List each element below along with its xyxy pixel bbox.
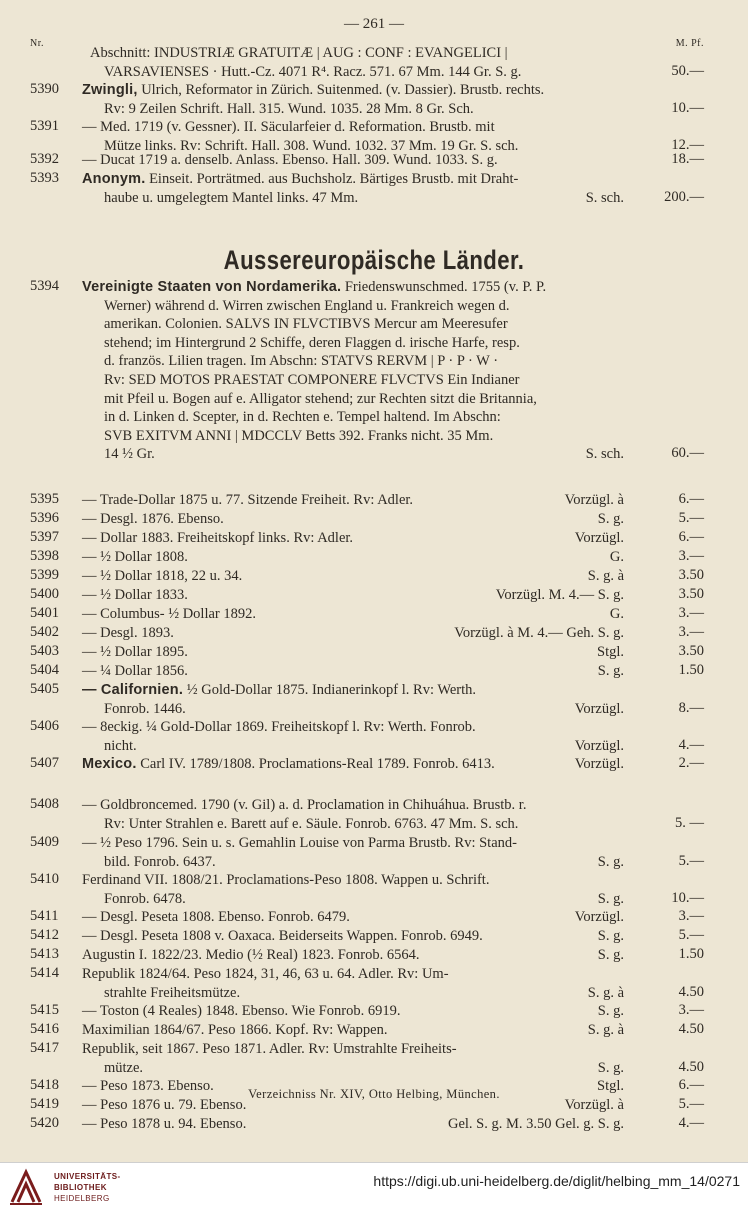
- price: 1.50: [678, 946, 704, 962]
- price: 1.50: [678, 662, 704, 678]
- entry-text-line: [82, 718, 476, 736]
- lot-number: 5405: [30, 681, 59, 697]
- price: 4.—: [678, 736, 704, 753]
- entry-text: — Desgl. Peseta 1808. Ebenso. Fonrob. 6479.: [82, 909, 350, 925]
- lot-number: 5411: [30, 908, 59, 924]
- entry-text: — ½ Dollar 1833.: [82, 587, 188, 603]
- condition-grade: Vorzügl.: [574, 756, 624, 772]
- lot-number: 5413: [30, 946, 59, 962]
- entry-text-line: [104, 334, 520, 352]
- entry-text: — Peso 1878 u. 94. Ebenso.: [82, 1116, 247, 1132]
- entry-text-line: [82, 491, 413, 509]
- entry-text: Rv: 9 Zeilen Schrift. Hall. 315. Wund. 1035. 28 Mm. 8 Gr. Sch.: [104, 100, 474, 117]
- condition-grade: Vorzügl. à: [564, 1097, 624, 1113]
- price: 200.—: [664, 188, 704, 205]
- entry-text-line: [104, 315, 508, 333]
- entry-text-line: [104, 984, 240, 1002]
- entry-text: Mütze links. Rv: Schrift. Hall. 308. Wund. 1032. 37 Mm. 19 Gr. S. sch.: [104, 137, 519, 154]
- condition-grade: S. g. à: [587, 984, 624, 1001]
- entry-text-line: [104, 408, 501, 426]
- entry-text: Republik 1824/64. Peso 1824, 31, 46, 63 u. 64. Adler. Rv: Um-: [82, 966, 449, 982]
- logo-line-2: BIBLIOTHEK: [54, 1183, 107, 1192]
- entry-text: — Desgl. Peseta 1808 v. Oaxaca. Beiderseits Wappen. Fonrob. 6949.: [82, 928, 483, 944]
- entry-text: mütze.: [104, 1059, 144, 1076]
- entry-text: Carl IV. 1789/1808. Proclamations-Real 1789. Fonrob. 6413.: [136, 756, 495, 772]
- lot-number: 5399: [30, 567, 59, 583]
- condition-grade: Stgl.: [597, 1078, 624, 1094]
- entry-text: — Ducat 1719 a. denselb. Anlass. Ebenso. Hall. 309. Wund. 1033. S. g.: [82, 152, 498, 168]
- lot-number: 5400: [30, 586, 59, 602]
- entry-text: — Goldbroncemed. 1790 (v. Gil) a. d. Proclamation in Chihuáhua. Brustb. r.: [82, 797, 527, 813]
- entry-text: — Desgl. 1893.: [82, 625, 174, 641]
- entry-text: bild. Fonrob. 6437.: [104, 853, 216, 870]
- entry-text-line: [104, 815, 518, 833]
- entry-text-line: [82, 796, 526, 814]
- entry-heading: Mexico.: [82, 756, 137, 772]
- entry-text-line: [82, 1040, 457, 1058]
- entry-text-line: [82, 1002, 400, 1020]
- entry-text: — Columbus- ½ Dollar 1892.: [82, 606, 256, 622]
- entry-text-line: [82, 681, 476, 699]
- entry-text: stehend; im Hintergrund 2 Schiffe, deren Flaggen d. irische Harfe, resp.: [104, 334, 520, 351]
- condition-grade: S. g. à: [587, 1022, 624, 1038]
- lot-number: 5415: [30, 1002, 59, 1018]
- entry-heading: Vereinigte Staaten von Nordamerika.: [82, 279, 342, 295]
- entry-text-line: [82, 927, 483, 945]
- entry-text-line: [82, 965, 449, 983]
- condition-grade: S. g.: [597, 511, 624, 527]
- entry-text: — Trade-Dollar 1875 u. 77. Sitzende Freiheit. Rv: Adler.: [82, 492, 414, 508]
- price: 5.—: [678, 927, 704, 943]
- entry-text-line: [104, 445, 155, 463]
- entry-text: — ½ Dollar 1895.: [82, 644, 188, 660]
- price: 18.—: [671, 151, 704, 167]
- entry-text-line: [82, 755, 495, 773]
- entry-text-line: [82, 529, 353, 547]
- lot-number: 5404: [30, 662, 59, 678]
- entry-text: mit Pfeil u. Bogen auf e. Alligator stehend; zur Rechten sitzt die Britannia,: [104, 390, 537, 407]
- entry-text-line: [104, 390, 537, 408]
- price: 3.50: [678, 643, 704, 659]
- entry-text: Republik, seit 1867. Peso 1871. Adler. Rv: Umstrahlte Freiheits-: [82, 1041, 457, 1057]
- entry-text: Rv: SED MOTOS PRAESTAT COMPONERE FLVCTVS Ein Indianer: [104, 372, 520, 388]
- entry-text-line: [82, 586, 188, 604]
- entry-text: — Desgl. 1876. Ebenso.: [82, 511, 224, 527]
- entry-heading: — Californien.: [82, 682, 184, 698]
- lot-number: 5403: [30, 643, 59, 659]
- entry-text-line: [82, 624, 174, 642]
- entry-text-line: [104, 297, 509, 315]
- lot-number: 5393: [30, 170, 59, 186]
- entry-text-line: [82, 946, 420, 964]
- lot-number: 5396: [30, 510, 59, 526]
- entry-text-line: [82, 908, 350, 926]
- lot-number: 5402: [30, 624, 59, 640]
- price: 4.50: [678, 983, 704, 1000]
- condition-grade: S. g. à: [587, 568, 624, 584]
- entry-text: Werner) während d. Wirren zwischen England u. Frankreich wegen d.: [104, 297, 510, 314]
- price: 3.—: [678, 605, 704, 621]
- lot-number: 5417: [30, 1040, 59, 1056]
- university-library-logo[interactable]: [8, 1168, 158, 1208]
- price: 10.—: [671, 99, 704, 116]
- condition-grade: Vorzügl.: [574, 530, 624, 546]
- entry-text-line: [82, 81, 544, 99]
- entry-text-line: [90, 44, 508, 62]
- lot-number: 5392: [30, 151, 59, 167]
- entry-text-line: [82, 548, 188, 566]
- entry-text: — Peso 1876 u. 79. Ebenso.: [82, 1097, 247, 1113]
- entry-text-line: [82, 871, 489, 889]
- entry-text-line: [82, 1021, 387, 1039]
- page-url-link[interactable]: https://digi.ub.uni-heidelberg.de/diglit/helbing_mm_14/0271: [373, 1173, 740, 1189]
- price: 4.—: [678, 1115, 704, 1131]
- price: 4.50: [678, 1021, 704, 1037]
- condition-grade: Gel. S. g. M. 3.50 Gel. g. S. g.: [447, 1116, 624, 1132]
- lot-number: 5418: [30, 1077, 59, 1093]
- entry-text-line: [104, 427, 493, 445]
- lot-number: 5412: [30, 927, 59, 943]
- entry-text-line: [82, 118, 495, 136]
- condition-grade: Vorzügl.: [574, 909, 624, 925]
- entry-text: Ulrich, Reformator in Zürich. Suitenmed. (v. Dassier). Brustb. rechts.: [137, 82, 545, 98]
- entry-text-line: [82, 567, 242, 585]
- entry-text: VARSAVIENSES · Hutt.-Cz. 4071 R⁴. Racz. 571. 67 Mm. 144 Gr. S. g.: [104, 63, 522, 80]
- condition-grade: G.: [609, 549, 624, 565]
- entry-text: haube u. umgelegtem Mantel links. 47 Mm.: [104, 189, 359, 206]
- entry-text-line: [104, 352, 498, 370]
- logo-line-3: HEIDELBERG: [54, 1194, 110, 1203]
- catalog-footer: Verzeichniss Nr. XIV, Otto Helbing, München.: [248, 1087, 500, 1101]
- price: 50.—: [671, 62, 704, 79]
- condition-grade: S. g.: [597, 1059, 624, 1076]
- price: 3.50: [678, 586, 704, 602]
- price: 5.—: [678, 852, 704, 869]
- entry-text: ½ Gold-Dollar 1875. Indianerinkopf l. Rv: Werth.: [183, 682, 477, 698]
- lot-number: 5410: [30, 871, 59, 887]
- price: 3.—: [678, 548, 704, 564]
- entry-text-line: [104, 1059, 143, 1077]
- lot-number: 5406: [30, 718, 59, 734]
- condition-grade: S. g.: [597, 947, 624, 963]
- lot-number: 5394: [30, 278, 59, 294]
- price: 3.50: [678, 567, 704, 583]
- lot-number: 5408: [30, 796, 59, 812]
- entry-text: Abschnitt: INDUSTRIÆ GRATUITÆ | AUG : CONF : EVANGELICI |: [90, 45, 508, 61]
- condition-grade: S. g.: [597, 928, 624, 944]
- condition-grade: S. g.: [597, 890, 624, 907]
- price: 5. —: [675, 814, 704, 831]
- price: 3.—: [678, 908, 704, 924]
- condition-grade: G.: [609, 606, 624, 622]
- condition-grade: Vorzügl. à M. 4.— Geh. S. g.: [454, 625, 624, 641]
- price: 5.—: [678, 510, 704, 526]
- entry-text-line: [82, 278, 546, 296]
- lot-number: 5407: [30, 755, 59, 771]
- entry-text: Friedenswunschmed. 1755 (v. P. P.: [341, 279, 547, 295]
- price: 3.—: [678, 624, 704, 640]
- entry-text-line: [82, 170, 518, 188]
- entry-text: — ½ Dollar 1808.: [82, 549, 188, 565]
- logo-line-1: UNIVERSITÄTS-: [54, 1172, 121, 1181]
- price: 60.—: [671, 445, 704, 462]
- entry-text: amerikan. Colonien. SALVS IN FLVCTIBVS Mercur am Meeresufer: [104, 316, 508, 333]
- lot-number: 5398: [30, 548, 59, 564]
- entry-text-line: [82, 151, 498, 169]
- condition-grade: Vorzügl.: [574, 700, 624, 717]
- entry-text-line: [82, 1115, 246, 1133]
- lot-number: 5419: [30, 1096, 59, 1112]
- entry-text: — Med. 1719 (v. Gessner). II. Säcularfeier d. Reformation. Brustb. mit: [82, 119, 495, 135]
- condition-grade: S. g.: [597, 663, 624, 679]
- price: 6.—: [678, 491, 704, 507]
- entry-text: — ½ Peso 1796. Sein u. s. Gemahlin Louise von Parma Brustb. Rv: Stand-: [82, 835, 517, 851]
- lot-number: 5397: [30, 529, 59, 545]
- entry-text: strahlte Freiheitsmütze.: [104, 984, 241, 1001]
- entry-text: — ½ Dollar 1818, 22 u. 34.: [82, 568, 243, 584]
- entry-text: 14 ½ Gr.: [104, 446, 155, 463]
- condition-grade: Stgl.: [597, 644, 624, 660]
- condition-grade: S. g.: [597, 853, 624, 870]
- entry-text: SVB EXITVM ANNI | MDCCLV Betts 392. Franks nicht. 35 Mm.: [104, 427, 494, 444]
- condition-grade: S. sch.: [585, 446, 624, 463]
- entry-text-line: [104, 100, 474, 118]
- lot-number: 5414: [30, 965, 59, 981]
- lot-number: 5395: [30, 491, 59, 507]
- entry-heading: Anonym.: [82, 171, 146, 187]
- price: 3.—: [678, 1002, 704, 1018]
- entry-text: — ¼ Dollar 1856.: [82, 663, 188, 679]
- price: 6.—: [678, 529, 704, 545]
- entry-text-line: [82, 605, 256, 623]
- entry-text-line: [82, 834, 517, 852]
- lot-number: 5416: [30, 1021, 59, 1037]
- condition-grade: Vorzügl. M. 4.— S. g.: [495, 587, 624, 603]
- entry-text: Ferdinand VII. 1808/21. Proclamations-Peso 1808. Wappen u. Schrift.: [82, 872, 490, 888]
- viewer-footer-bar: [0, 1162, 748, 1214]
- entry-text-line: [82, 643, 188, 661]
- entry-text-line: [104, 853, 216, 871]
- condition-grade: Vorzügl.: [574, 737, 624, 754]
- price: 8.—: [678, 699, 704, 716]
- entry-text: d. französ. Lilien tragen. Im Abschn: STATVS RERVM | P · P · W ·: [104, 353, 499, 370]
- entry-text-line: [104, 737, 137, 755]
- entry-text: — 8eckig. ¼ Gold-Dollar 1869. Freiheitskopf l. Rv: Werth. Fonrob.: [82, 719, 476, 735]
- library-emblem-icon: [8, 1168, 44, 1206]
- entry-heading: Zwingli,: [82, 82, 138, 98]
- entry-text: Fonrob. 1446.: [104, 700, 186, 717]
- section-title: Aussereuropäische Länder.: [223, 245, 525, 275]
- entry-text: Augustin I. 1822/23. Medio (½ Real) 1823. Fonrob. 6564.: [82, 947, 420, 963]
- page-number: — 261 —: [344, 16, 404, 32]
- entry-text-line: [104, 371, 520, 389]
- entry-text: Fonrob. 6478.: [104, 890, 186, 907]
- price: 12.—: [671, 136, 704, 153]
- lot-number: 5420: [30, 1115, 59, 1131]
- entry-text: Maximilian 1864/67. Peso 1866. Kopf. Rv: Wappen.: [82, 1022, 388, 1038]
- price: 2.—: [678, 755, 704, 771]
- lot-number: 5401: [30, 605, 59, 621]
- price: 5.—: [678, 1096, 704, 1112]
- lot-number: 5390: [30, 81, 59, 97]
- entry-text: nicht.: [104, 737, 137, 754]
- condition-grade: Vorzügl. à: [564, 492, 624, 508]
- price: 4.50: [678, 1058, 704, 1075]
- entry-text-line: [104, 189, 358, 207]
- lot-number: 5391: [30, 118, 59, 134]
- condition-grade: S. g.: [597, 1003, 624, 1019]
- condition-grade: S. sch.: [585, 189, 624, 206]
- lot-number: 5409: [30, 834, 59, 850]
- entry-text: — Dollar 1883. Freiheitskopf links. Rv: Adler.: [82, 530, 354, 546]
- entry-text-line: [104, 700, 186, 718]
- entry-text: Einseit. Porträtmed. aus Buchsholz. Bärtiges Brustb. mit Draht-: [145, 171, 519, 187]
- entry-text-line: [82, 510, 224, 528]
- price: 6.—: [678, 1077, 704, 1093]
- entry-text: — Toston (4 Reales) 1848. Ebenso. Wie Fonrob. 6919.: [82, 1003, 401, 1019]
- price: 10.—: [671, 889, 704, 906]
- entry-text: in d. Linken d. Scepter, in d. Rechten e. Tempel haltend. Im Abschn:: [104, 409, 501, 426]
- entry-text-line: [104, 63, 521, 81]
- column-header-number: Nr.: [30, 38, 44, 49]
- entry-text: — Peso 1873. Ebenso.: [82, 1078, 214, 1094]
- entry-text-line: [82, 662, 188, 680]
- entry-text: Rv: Unter Strahlen e. Barett auf e. Säule. Fonrob. 6763. 47 Mm. S. sch.: [104, 815, 519, 832]
- column-header-price: M. Pf.: [675, 38, 704, 49]
- entry-text-line: [104, 890, 186, 908]
